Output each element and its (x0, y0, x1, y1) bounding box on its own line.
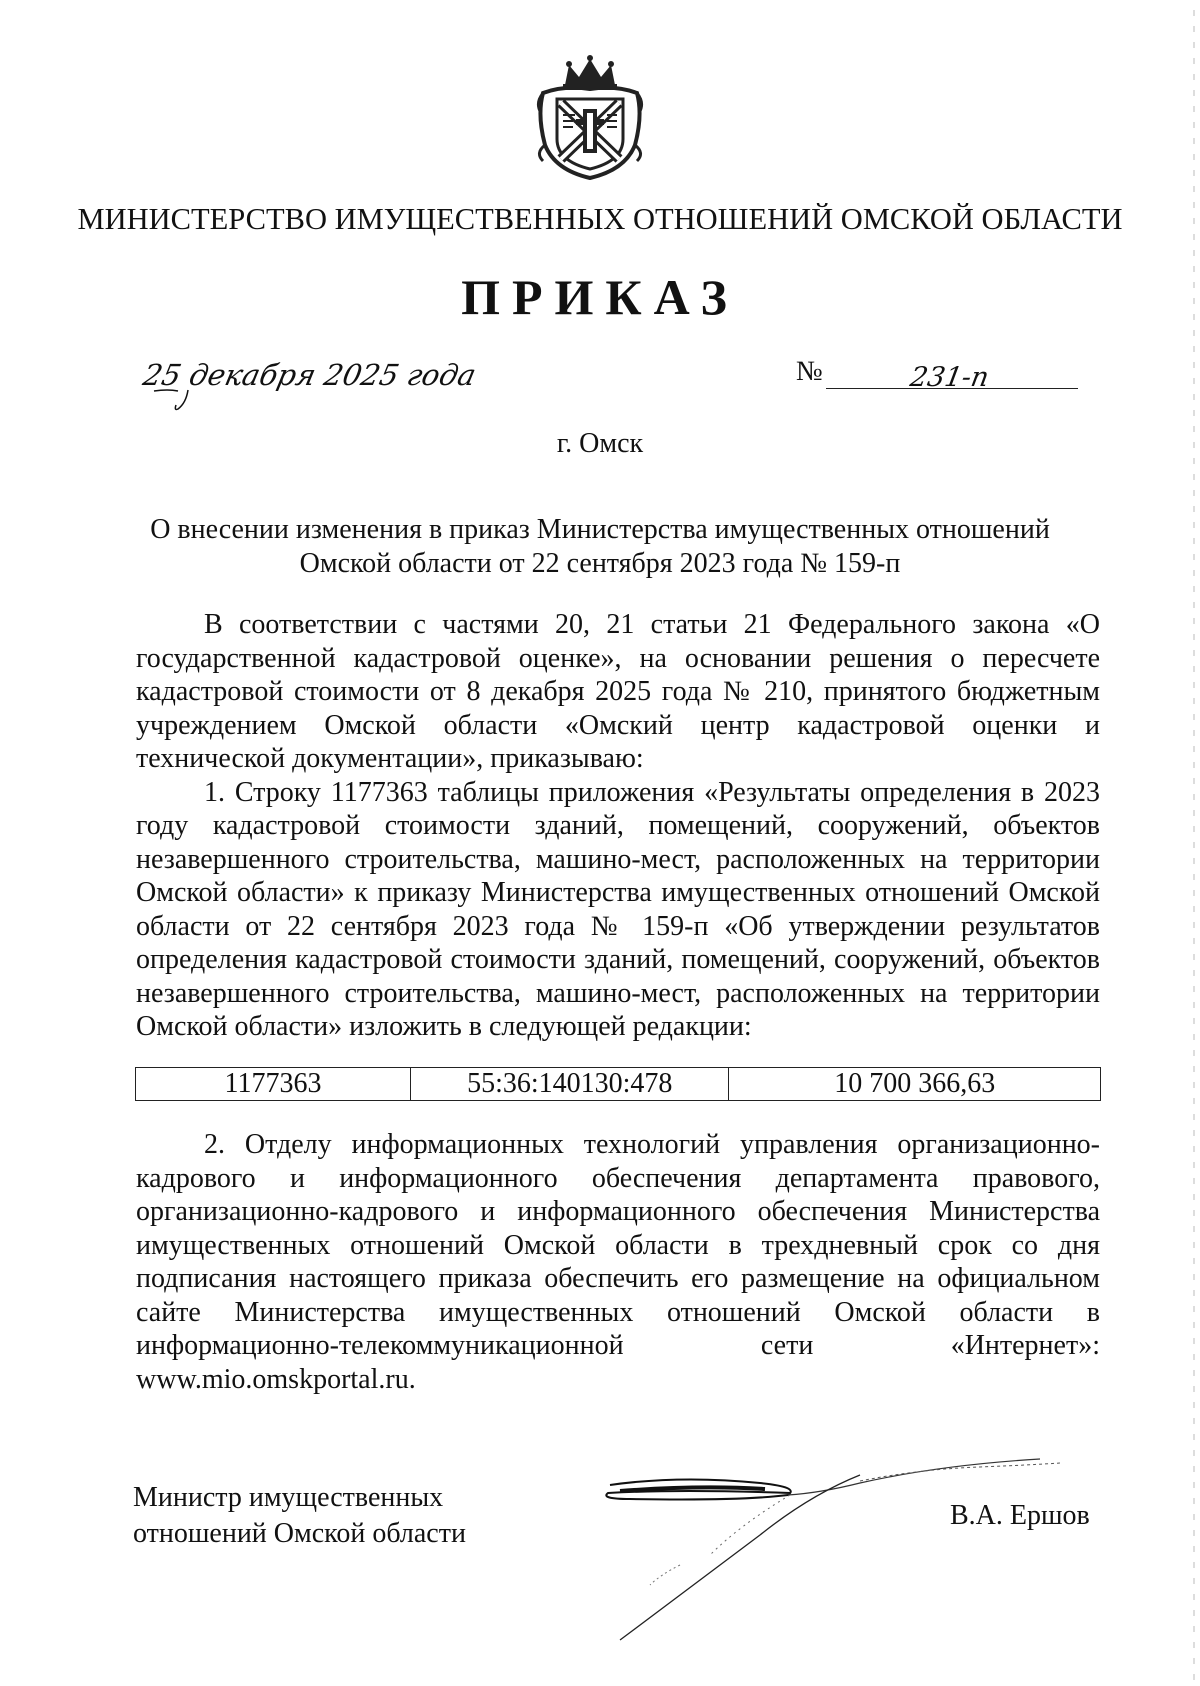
signatory-title-line-1: Министр имущественных (133, 1482, 444, 1513)
amendment-table (135, 1067, 1101, 1101)
item-1-paragraph: 1. Строку 1177363 таблицы приложения «Результаты определения в 2023 году кадастровой стоимости зданий, помещений, сооружений, объектов незавершенного строительства, машино-мест, расположенных на территории Омской области» к приказу Министерства имущественных отношений Омской области от 22 сентября 2023 года № 159-п «Об утверждении результатов определения кадастровой стоимости зданий, помещений, сооружений, объектов незавершенного строительства, машино-мест, расположенных на территории Омской области» изложить в следующей редакции: (136, 776, 1100, 1042)
handwritten-number (908, 358, 1018, 398)
subject-line-2: Омской области от 22 сентября 2023 года № 159-п (299, 548, 901, 579)
subject-line-1: О внесении изменения в приказ Министерства имущественных отношений (150, 514, 1050, 545)
signatory-title (133, 1480, 466, 1552)
table-cell-cadastral-value: 10 700 366,63 (729, 1068, 1101, 1101)
number-label: № (796, 356, 823, 387)
ministry-name: МИНИСТЕРСТВО ИМУЩЕСТВЕННЫХ ОТНОШЕНИЙ ОМСКОЙ ОБЛАСТИ (77, 202, 1123, 236)
item-2-paragraph: 2. Отделу информационных технологий управления организационно-кадрового и информационного обеспечения департамента правового, организационно-кадрового и информационного обеспечения Министерства имущественных отношений Омской области в трехдневный срок со дня подписания настоящего приказа обеспечить его размещение на официальном сайте Министерства имущественных отношений Омской области в информационно-телекоммуникационной сети «Интернет»: www.mio.omskportal.ru. (136, 1129, 1100, 1395)
table-row (136, 1068, 1101, 1101)
signatory-title-line-2: отношений Омской области (133, 1518, 466, 1549)
body-section-1 (136, 608, 1100, 1044)
svg-text:25 декабря 2025 года: 25 декабря 2025 года (140, 358, 479, 392)
handwritten-date (140, 355, 479, 415)
document-subject (130, 513, 1070, 581)
omsk-coat-of-arms-icon (535, 55, 645, 180)
table-cell-row-number: 1177363 (136, 1068, 411, 1101)
preamble-paragraph: В соответствии с частями 20, 21 статьи 21 Федерального закона «О государственной кадастровой оценке», на основании решения о пересчете кадастровой стоимости от 8 декабря 2025 года № 210, принятого бюджетным учреждением Омской области «Омский центр кадастровой оценки и технической документации», приказываю: (136, 609, 1100, 774)
scan-edge-marks (1190, 10, 1198, 1680)
body-section-2 (136, 1128, 1100, 1396)
document-type-title: ПРИКАЗ (461, 269, 739, 325)
table-cell-cadastral-number: 55:36:140130:478 (411, 1068, 729, 1101)
handwritten-signature-icon (560, 1455, 1070, 1645)
signatory-name: В.А. Ершов (950, 1500, 1090, 1531)
svg-text:231-п: 231-п (907, 362, 992, 393)
city: г. Омск (556, 428, 644, 459)
